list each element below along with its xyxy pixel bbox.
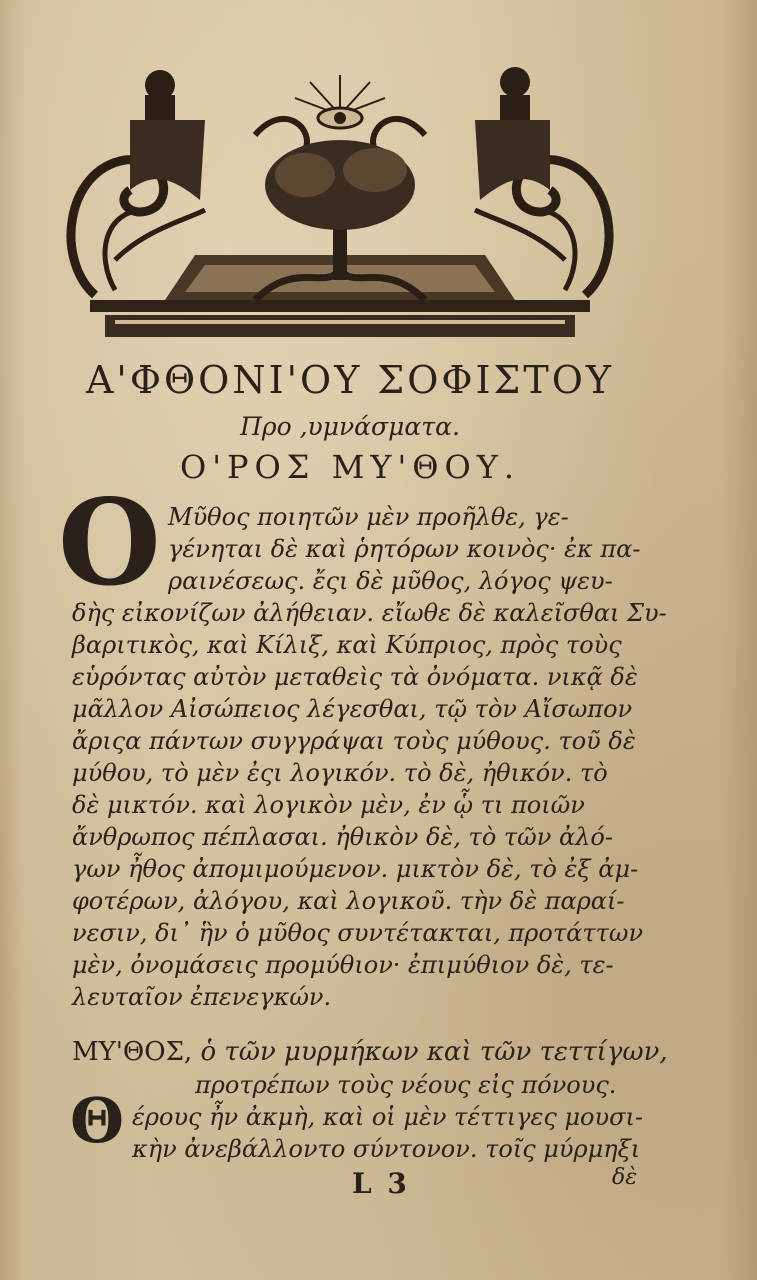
body-line: μὲν, ὀνομάσεις προμύθιον· ἐπιμύθιον δὲ, τε- [72,951,614,979]
drop-capital-fable: Θ [70,1084,125,1157]
body-line: Μῦθος ποιητῶν μὲν προῆλθε, γε- [168,503,569,531]
body-line: ραινέσεως. ἔςι δὲ μῦθος, λόγος ψευ- [168,567,613,595]
drop-capital: Ο [58,473,161,612]
fable-title-rest: ὁ τῶν μυρμήκων καὶ τῶν τεττίγων, [200,1037,668,1067]
fable-moral: προτρέπων τοὺς νέους εἰς πόνους. [195,1071,617,1099]
body-line: βαριτικὸς, καὶ Κίλιξ, καὶ Κύπριος, πρὸς τοὺς [72,631,622,659]
fable-line: έρους ἦν ἀκμὴ, καὶ οἱ μὲν τέττιγες μουσι- [132,1103,643,1131]
body-line: νεσιν, δι᾽ ἣν ὁ μῦθος συντέτακται, προτάττων [72,919,644,947]
fable-title [72,1036,668,1068]
body-line: γων ἦθος ἀπομιμούμενον. μικτὸν δὲ, τὸ ἐξ ἀμ- [72,855,639,883]
section-heading: Ο'ΡΟΣ ΜΥ'ΘΟΥ. [179,448,521,486]
body-line: μᾶλλον Αἰσώπειος λέγεσθαι, τῷ τὸν Αἴσωπον [72,695,633,723]
body-line: γένηται δὲ καὶ ῥητόρων κοινὸς· ἐκ πα- [168,535,641,563]
body-line: δὲ μικτόν. καὶ λογικὸν μὲν, ἐν ᾧ τι ποιῶν [72,791,585,819]
fable-line: κὴν ἀνεβάλλοντο σύντονον. τοῖς μύρμηξι [132,1135,641,1163]
body-line: δὴς εἰκονίζων ἀλήθειαν. εἴωθε δὲ καλεῖσθαι Συ- [72,599,667,627]
body-line: μύθου, τὸ μὲν ἐςι λογικόν. τὸ δὲ, ἠθικόν. τὸ [72,759,608,787]
body-line: φοτέρων, ἀλόγου, καὶ λογικοῦ. τὴν δὲ παραί- [72,887,625,915]
woodcut-headpiece-ornament [55,60,625,350]
body-line: λευταῖον ἐπενεγκών. [72,983,332,1011]
body-line: ἄριςα πάντων συγγράψαι τοὺς μύθους. τοῦ δὲ [72,727,636,755]
body-line: εὑρόντας αὐτὸν μεταθεὶς τὰ ὀνόματα. νικᾷ δὲ [72,663,638,691]
catchword: δὲ [612,1165,638,1190]
fable-label: ΜΥ'ΘΟΣ, [72,1037,193,1067]
signature-mark: L 3 [352,1167,410,1200]
page-subtitle: Προ ,υμνάσματα. [240,412,460,441]
page-title: Α'ΦΘΟΝΙ'ΟΥ ΣΟΦΙΣΤΟΥ [85,358,614,402]
body-line: ἄνθρωπος πέπλασαι. ἠθικὸν δὲ, τὸ τῶν ἀλό- [72,823,613,851]
